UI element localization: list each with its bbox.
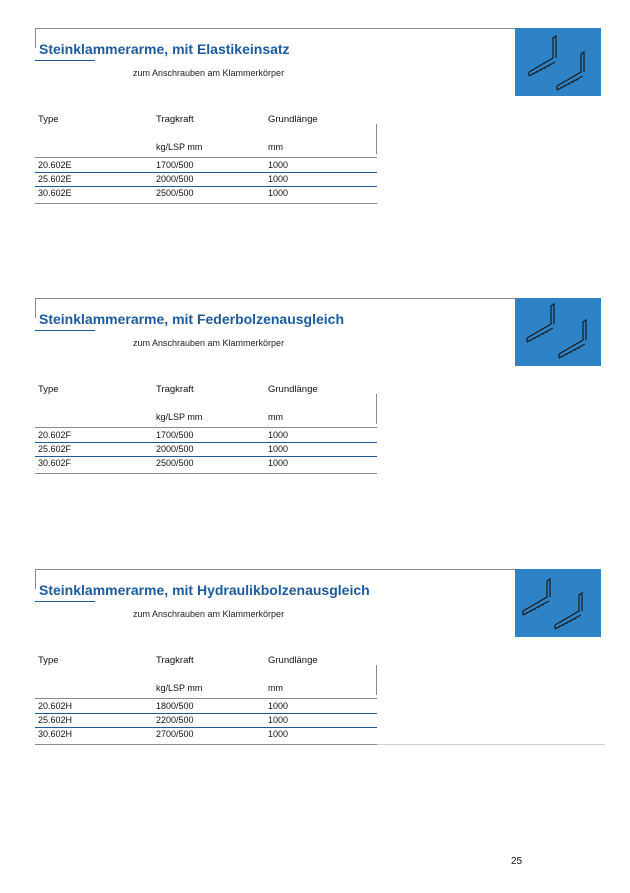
table-rule	[35, 744, 377, 745]
cell-type: 20.602H	[38, 701, 73, 711]
product-table	[35, 652, 377, 752]
table-rule	[35, 473, 377, 474]
product-image	[515, 28, 601, 96]
table-row	[35, 713, 377, 727]
page-number: 25	[511, 856, 523, 867]
title-underline	[35, 60, 95, 61]
unit-tragkraft: kg/LSP mm	[156, 412, 203, 422]
cell-tragkraft: 2500/500	[156, 188, 194, 198]
cell-tragkraft: 1700/500	[156, 430, 194, 440]
section-title: Steinklammerarme, mit Elastikeinsatz	[39, 41, 290, 57]
title-underline	[35, 601, 95, 602]
table-column-rule	[376, 124, 377, 154]
header-tragkraft: Tragkraft	[156, 655, 194, 666]
cell-tragkraft: 2500/500	[156, 458, 194, 468]
clamp-arm-icon	[515, 28, 601, 96]
product-table	[35, 381, 377, 481]
cell-tragkraft: 1700/500	[156, 160, 194, 170]
cell-tragkraft: 2700/500	[156, 729, 194, 739]
cell-tragkraft: 2000/500	[156, 174, 194, 184]
product-table	[35, 111, 377, 211]
product-image	[515, 298, 601, 366]
header-grundlaenge: Grundlänge	[268, 114, 318, 125]
cell-type: 30.602E	[38, 188, 72, 198]
cell-tragkraft: 1800/500	[156, 701, 194, 711]
table-row	[35, 186, 377, 200]
unit-grundlaenge: mm	[268, 683, 283, 693]
table-column-rule	[376, 394, 377, 424]
cell-grundlaenge: 1000	[268, 458, 289, 468]
unit-tragkraft: kg/LSP mm	[156, 142, 203, 152]
table-row	[35, 172, 377, 186]
cell-grundlaenge: 1000	[268, 729, 289, 739]
section-left-rule	[35, 298, 36, 318]
clamp-arm-icon	[515, 298, 601, 366]
unit-grundlaenge: mm	[268, 142, 283, 152]
table-row	[35, 456, 377, 470]
table-row	[35, 158, 377, 172]
cell-tragkraft: 2200/500	[156, 715, 194, 725]
section-subtitle: zum Anschrauben am Klammerkörper	[133, 68, 285, 78]
header-type: Type	[38, 384, 59, 395]
header-grundlaenge: Grundlänge	[268, 655, 318, 666]
cell-type: 30.602F	[38, 458, 72, 468]
section-subtitle: zum Anschrauben am Klammerkörper	[133, 609, 285, 619]
cell-grundlaenge: 1000	[268, 715, 289, 725]
title-underline	[35, 330, 95, 331]
section-subtitle: zum Anschrauben am Klammerkörper	[133, 338, 285, 348]
clamp-arm-icon	[515, 569, 601, 637]
cell-type: 20.602F	[38, 430, 72, 440]
section-left-rule	[35, 28, 36, 48]
cell-grundlaenge: 1000	[268, 174, 289, 184]
section-left-rule	[35, 569, 36, 589]
header-type: Type	[38, 114, 59, 125]
cell-grundlaenge: 1000	[268, 430, 289, 440]
header-type: Type	[38, 655, 59, 666]
product-image	[515, 569, 601, 637]
cell-type: 25.602E	[38, 174, 72, 184]
header-tragkraft: Tragkraft	[156, 114, 194, 125]
header-grundlaenge: Grundlänge	[268, 384, 318, 395]
header-tragkraft: Tragkraft	[156, 384, 194, 395]
section-title: Steinklammerarme, mit Federbolzenausgleich	[39, 311, 344, 327]
unit-tragkraft: kg/LSP mm	[156, 683, 203, 693]
table-row	[35, 699, 377, 713]
section-title: Steinklammerarme, mit Hydraulikbolzenausgleich	[39, 582, 370, 598]
cell-grundlaenge: 1000	[268, 444, 289, 454]
table-rule	[35, 203, 377, 204]
table-row	[35, 428, 377, 442]
cell-type: 25.602F	[38, 444, 72, 454]
cell-type: 30.602H	[38, 729, 73, 739]
section-bottom-rule	[377, 744, 605, 745]
table-row	[35, 442, 377, 456]
table-row	[35, 727, 377, 741]
cell-grundlaenge: 1000	[268, 188, 289, 198]
table-column-rule	[376, 665, 377, 695]
cell-grundlaenge: 1000	[268, 160, 289, 170]
cell-tragkraft: 2000/500	[156, 444, 194, 454]
cell-type: 20.602E	[38, 160, 72, 170]
cell-type: 25.602H	[38, 715, 73, 725]
cell-grundlaenge: 1000	[268, 701, 289, 711]
unit-grundlaenge: mm	[268, 412, 283, 422]
